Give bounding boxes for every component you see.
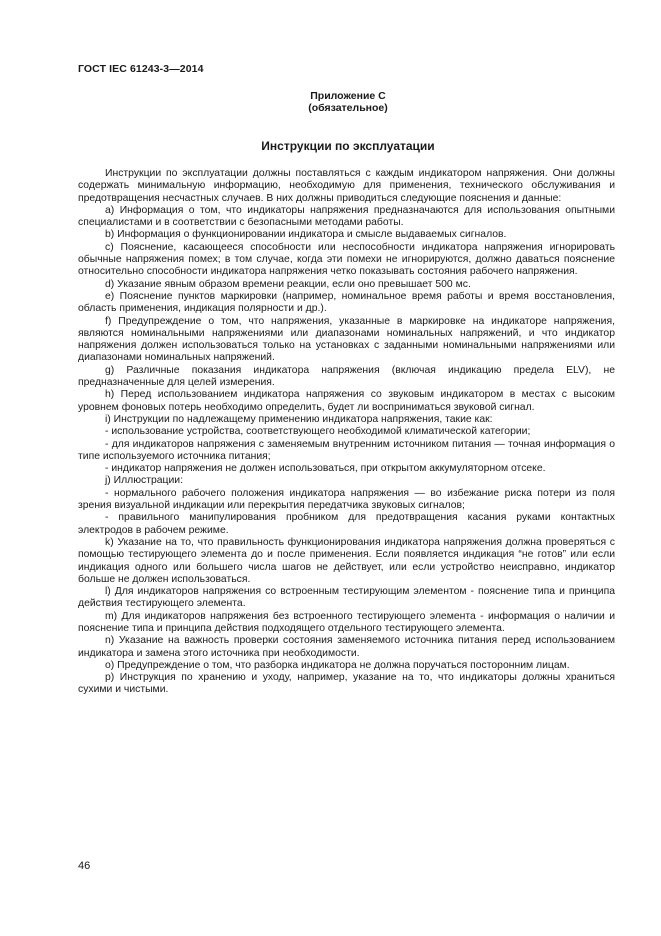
paragraph: - правильного манипулирования пробником для предотвращения касания руками контактных электродов в рабочем режиме. [78, 512, 615, 536]
paragraph: m) Для индикаторов напряжения без встроенного тестирующего элемента - информация о наличии и пояснение типа и принципа действия подходящего отдельного тестирующего элемента. [78, 610, 615, 634]
paragraph: j) Иллюстрации: [105, 475, 184, 487]
paragraph: e) Пояснение пунктов маркировки (например, номинальное время работы и время восстановления, область применения, индикация полярности и др.). [78, 290, 615, 315]
annex-label: Приложение С [310, 90, 386, 102]
paragraph: - индикатор напряжения не должен использоваться, при открытом аккумуляторном отсеке. [105, 463, 546, 475]
paragraph: - нормального рабочего положения индикатора напряжения — во избежание риска потери из поля зрения визуальной индикации или перекрытия передатчика звуковых сигналов; [78, 487, 615, 512]
paragraph: o) Предупреждение о том, что разборка индикатора не должна поручаться посторонним лицам. [105, 659, 570, 671]
annex-heading [0, 90, 661, 114]
paragraph: Инструкции по эксплуатации должны поставляться с каждым индикатором напряжения. Они должны содержать минимальную информацию, необходимую для применения, технического обслуживания и предотвращения несчастных случаев. В них должны приводиться следующие пояснения и данные: [78, 168, 615, 204]
section-title: Инструкции по эксплуатации [261, 139, 435, 153]
paragraph: p) Инструкция по хранению и уходу, например, указание на то, что индикаторы должны храниться сухими и чистыми. [78, 672, 615, 696]
body-text [78, 168, 615, 697]
annex-status: (обязательное) [308, 102, 388, 114]
paragraph: i) Инструкции по надлежащему применению индикатора напряжения, такие как: [105, 413, 493, 425]
paragraph: n) Указание на важность проверки состояния заменяемого источника питания перед использованием индикатора и замена этого источника при необходимости. [78, 635, 615, 659]
paragraph: c) Пояснение, касающееся способности или неспособности индикатора напряжения игнорировать обычные напряжения помех; в том случае, когда эти помехи не игнорируются, должно даваться пояснение относительно способности индикатора напряжения четко показывать состояния рабочего напряжения. [78, 241, 615, 278]
document-header: ГОСТ IEC 61243-3—2014 [78, 63, 204, 75]
paragraph: f) Предупреждение о том, что напряжения, указанные в маркировке на индикаторе напряжения, являются номинальными напряжениями или диапазонами номинальных напряжений, и что индикатор напряжения должен использоваться только на установках с заданными номинальными напряжениями или диапазонами номинальных напряжений. [78, 315, 615, 364]
page-number: 46 [78, 860, 91, 872]
paragraph: - для индикаторов напряжения с заменяемым внутренним источником питания — точная информация о типе используемого источника питания; [78, 438, 615, 462]
paragraph: h) Перед использованием индикатора напряжения со звуковым индикатором в местах с высоким уровнем фоновых потерь необходимо определить, будет ли восприниматься звуковой сигнал. [78, 389, 615, 413]
paragraph: - использование устройства, соответствующего необходимой климатической категории; [105, 426, 531, 438]
paragraph: d) Указание явным образом времени реакции, если оно превышает 500 мс. [105, 278, 471, 290]
paragraph: g) Различные показания индикатора напряжения (включая индикацию предела ELV), не предназначенные для целей измерения. [78, 364, 615, 389]
paragraph: b) Информация о функционировании индикатора и смысле выдаваемых сигналов. [105, 229, 507, 241]
paragraph: l) Для индикаторов напряжения со встроенным тестирующим элементом - пояснение типа и принципа действия тестирующего элемента. [78, 586, 615, 610]
paragraph: a) Информация о том, что индикаторы напряжения предназначаются для использования опытными специалистами и в соответствии с безопасными методами работы. [78, 204, 615, 229]
paragraph: k) Указание на то, что правильность функционирования индикатора напряжения должна проверяться с помощью тестирующего элемента до и после применения. Если появляется индикация “не готов” или если индикация одного или большего числа шагов не действует, или если устройство неисправно, индикатор больше не должен использоваться. [78, 536, 615, 585]
